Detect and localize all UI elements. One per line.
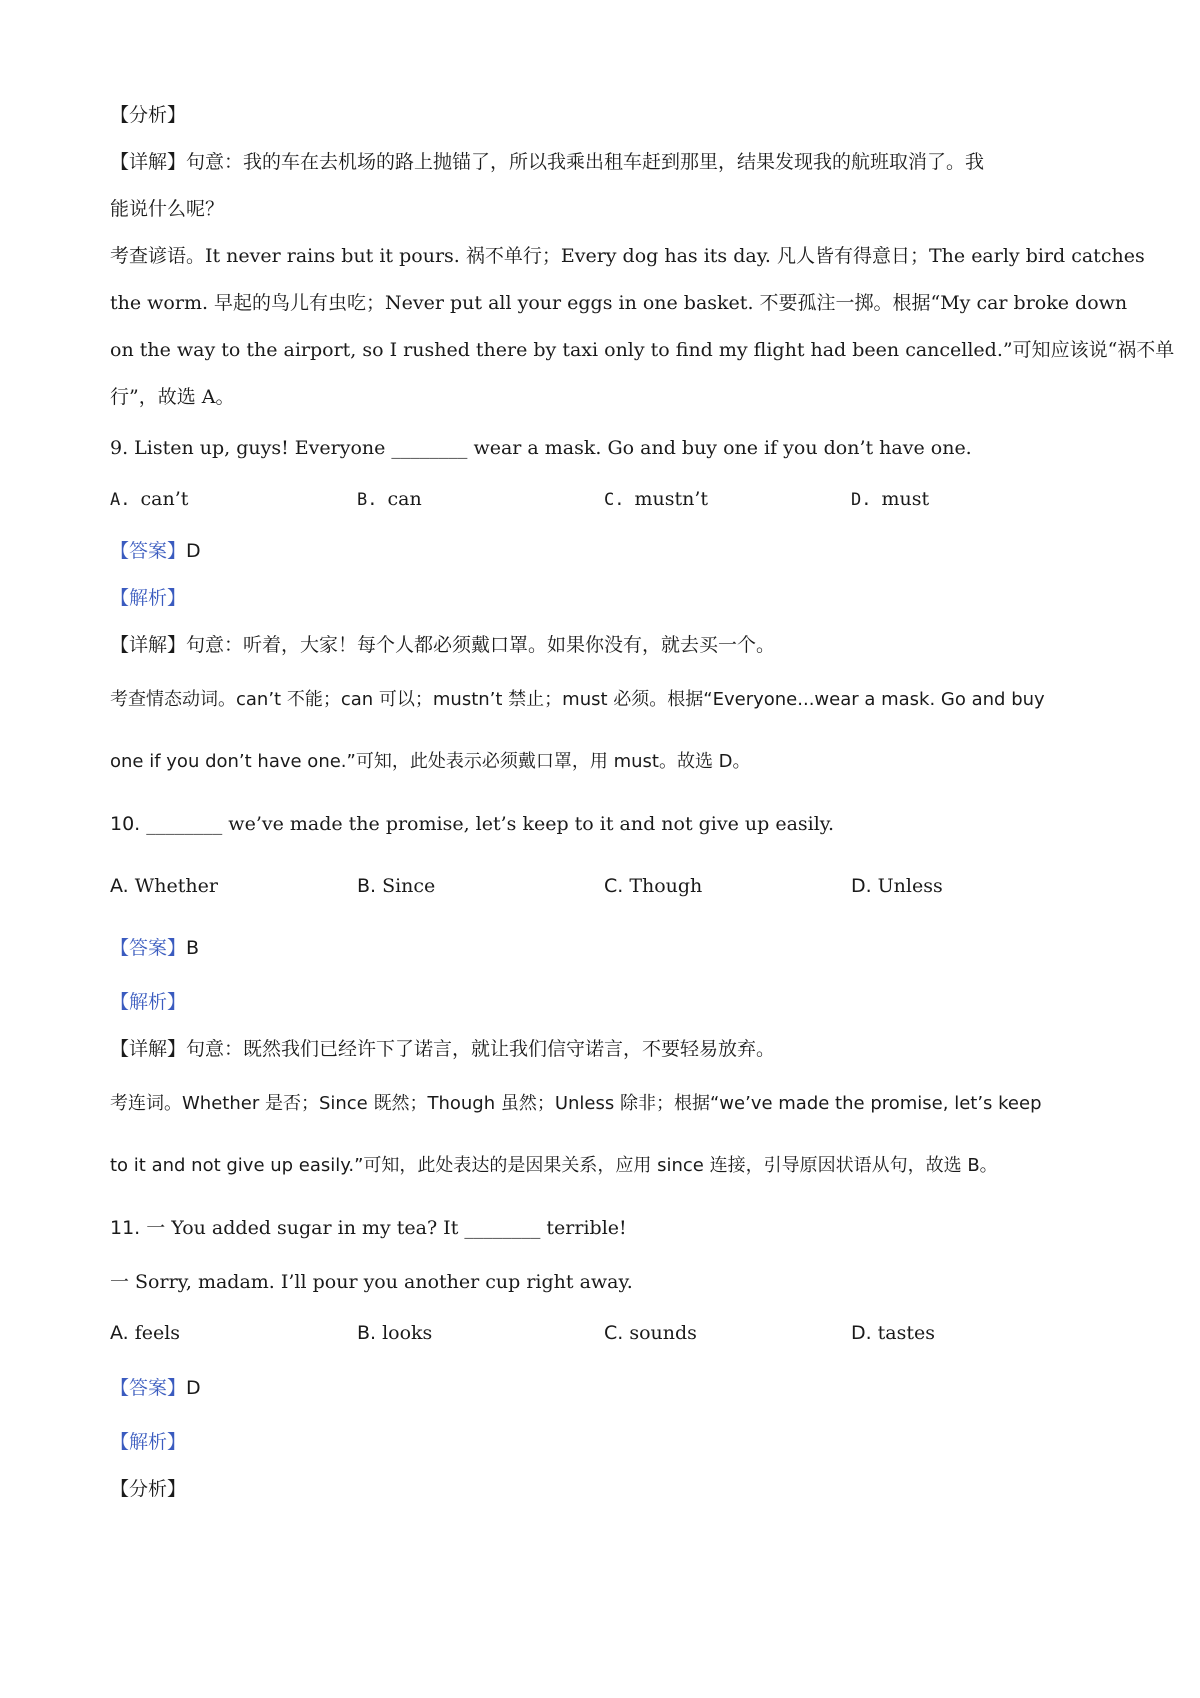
explanation-line: 考查谚语。It never rains but it pours. 祸不单行；Every dog has its day. 凡人皆有得意日；The early bird catches [110, 245, 1145, 267]
question-stem: 9. Listen up, guys! Everyone ________ wear a mask. Go and buy one if you don’t have one. [110, 437, 972, 459]
answer-tag: 【答案】 [110, 1377, 187, 1399]
explanation-line: one if you don’t have one.”可知，此处表示必须戴口罩，用 must。故选 D。 [110, 751, 751, 772]
analysis-tag: 【解析】 [110, 991, 187, 1013]
option-c: C. mustn’t [604, 488, 709, 510]
question-stem: 10. ________ we’ve made the promise, let’s keep to it and not give up easily. [110, 813, 835, 835]
option-c: C. sounds [604, 1322, 697, 1344]
analysis-tag: 【解析】 [110, 587, 187, 609]
option-d: D. must [851, 488, 930, 510]
answer-tag: 【答案】 [110, 540, 187, 562]
option-b: B. looks [357, 1322, 433, 1344]
explanation-line: the worm. 早起的鸟儿有虫吃；Never put all your eggs in one basket. 不要孤注一掷。根据“My car broke down [110, 292, 1128, 314]
option-a: A. feels [110, 1322, 181, 1344]
answer-value: D [186, 540, 201, 562]
explanation-line: on the way to the airport, so I rushed there by taxi only to find my flight had been cancelled.”可知应该说“祸不单 [110, 339, 1175, 361]
answer-line [110, 528, 1100, 575]
explanation-line: 行”，故选 A。 [110, 386, 235, 408]
detail-line: 【详解】句意：听着，大家！每个人都必须戴口罩。如果你没有，就去买一个。 [110, 634, 776, 656]
document-page [110, 92, 1175, 1513]
option-b: B. Since [357, 875, 436, 897]
answer-value: B [186, 937, 200, 959]
answer-tag: 【答案】 [110, 937, 187, 959]
question-stem: 11. 一 You added sugar in my tea? It ________ terrible! [110, 1217, 627, 1239]
detail-line: 【详解】句意：我的车在去机场的路上抛锚了，所以我乘出租车赶到那里，结果发现我的航班取消了。我 [110, 151, 985, 173]
option-d: D. Unless [851, 875, 943, 897]
option-a: A. can’t [110, 488, 189, 510]
option-row [110, 855, 1100, 917]
option-a: A. Whether [110, 875, 218, 897]
detail-line: 能说什么呢？ [110, 198, 225, 220]
option-row [110, 476, 1100, 524]
option-b: B. can [357, 488, 422, 510]
option-c: C. Though [604, 875, 703, 897]
explanation-line: 考连词。Whether 是否；Since 既然；Though 虽然；Unless 除非；根据“we’ve made the promise, let’s keep [110, 1093, 1042, 1114]
answer-line [110, 1357, 1100, 1419]
analysis-heading: 【分析】 [110, 1478, 187, 1500]
analysis-tag: 【解析】 [110, 1431, 187, 1453]
answer-value: D [186, 1377, 201, 1399]
question-stem-reply: 一 Sorry, madam. I’ll pour you another cup right away. [110, 1271, 633, 1293]
detail-line: 【详解】句意：既然我们已经许下了诺言，就让我们信守诺言，不要轻易放弃。 [110, 1038, 776, 1060]
explanation-line: 考查情态动词。can’t 不能；can 可以；mustn’t 禁止；must 必须。根据“Everyone...wear a mask. Go and buy [110, 689, 1045, 710]
option-d: D. tastes [851, 1322, 936, 1344]
analysis-heading: 【分析】 [110, 104, 187, 126]
answer-line [110, 917, 1100, 979]
option-row [110, 1310, 1100, 1357]
explanation-line: to it and not give up easily.”可知，此处表达的是因果关系，应用 since 连接，引导原因状语从句，故选 B。 [110, 1155, 998, 1176]
